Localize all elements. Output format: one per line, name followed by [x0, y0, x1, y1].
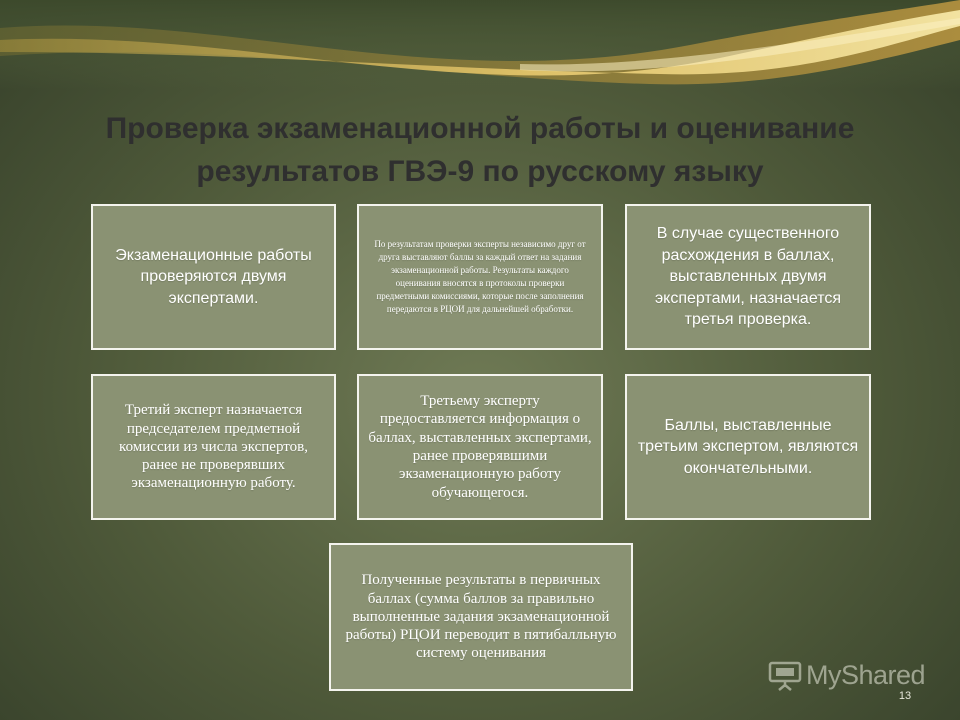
slide-title-line-1: Проверка экзаменационной работы и оценивание: [105, 112, 855, 145]
card-text: По результатам проверки эксперты независимо друг от друга выставляют баллы за каждый ответ на задания экзаменационной работы. Результаты каждого оценивания вносятся в протоколы проверки предметными комиссиями, которые после заполнения передаются в РЦОИ для дальнейшей обработки.: [374, 238, 586, 315]
card-text: Третьему эксперту предоставляется информация о баллах, выставленных экспертами, ранее проверявшими экзаменационную работу обучающегося.: [368, 393, 592, 501]
watermark-logo: [768, 658, 928, 692]
card-text: Полученные результаты в первичных баллах (сумма баллов за правильно выполненные задания экзаменационной работы) РЦОИ переводит в пятибалльную систему оценивания: [345, 572, 617, 662]
watermark-text: MyShared: [806, 659, 926, 690]
card-text: Баллы, выставленные третьим экспертом, являются окончательными.: [637, 416, 859, 477]
info-card-third-expert-assignment: [91, 374, 336, 520]
card-text: Экзаменационные работы проверяются двумя экспертами.: [115, 246, 312, 307]
card-text: В случае существенного расхождения в баллах, выставленных двумя экспертами, назначается третья проверка.: [654, 225, 841, 329]
info-card-two-experts: [91, 204, 336, 350]
slide-title-line-2: результатов ГВЭ-9 по русскому языку: [196, 155, 764, 188]
info-card-third-check: [625, 204, 871, 350]
info-card-final-scores: [625, 374, 871, 520]
info-card-third-expert-information: [357, 374, 603, 520]
info-card-score-conversion: [329, 543, 633, 691]
page-number: 13: [898, 690, 912, 702]
info-card-scoring-protocols: [357, 204, 603, 350]
presentation-board-icon: [768, 659, 802, 691]
decorative-swoosh: [0, 0, 960, 120]
card-text: Третий эксперт назначается председателем предметной комиссии из числа экспертов, ранее не проверявших экзаменационную работу.: [119, 402, 308, 492]
